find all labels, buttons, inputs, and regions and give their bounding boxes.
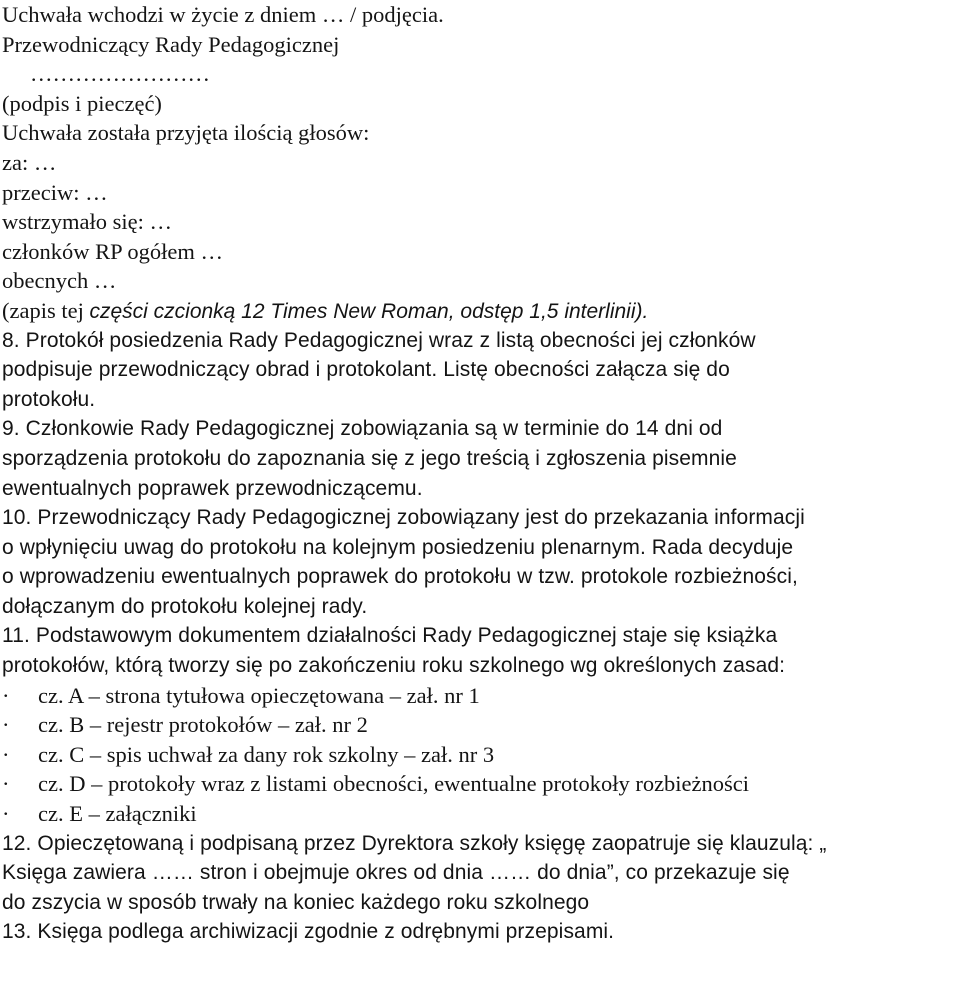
bullet-dot: · xyxy=(2,712,10,738)
document-page xyxy=(2,0,958,947)
signature-placeholder: …………………… xyxy=(30,61,210,87)
list-item xyxy=(2,769,958,799)
point-10-line: dołączanym do protokołu kolejnej rady. xyxy=(2,594,368,618)
list-item-text: cz. C – spis uchwał za dany rok szkolny – zał. nr 3 xyxy=(38,741,495,767)
point-12-line: Księga zawiera …… stron i obejmuje okres od dnia …… do dnia”, co przekazuje się xyxy=(2,861,790,885)
point-8-line: 8. Protokół posiedzenia Rady Pedagogicznej wraz z listą obecności jej członków xyxy=(2,328,756,352)
bullet-dot: · xyxy=(2,771,10,797)
point-11 xyxy=(2,621,958,680)
vote-against: przeciw: … xyxy=(2,179,108,205)
members-present: obecnych … xyxy=(2,268,117,294)
point-9 xyxy=(2,414,958,503)
votes-heading: Uchwała została przyjęta ilością głosów: xyxy=(2,120,370,146)
list-item xyxy=(2,740,958,770)
formatting-note-prefix: (zapis tej xyxy=(2,297,90,323)
point-8-line: protokołu. xyxy=(2,387,96,411)
point-9-line: ewentualnych poprawek przewodniczącemu. xyxy=(2,476,423,500)
list-item-text: cz. A – strona tytułowa opieczętowana – zał. nr 1 xyxy=(38,682,480,708)
list-item xyxy=(2,799,958,829)
point-10-line: o wpłynięciu uwag do protokołu na kolejnym posiedzeniu plenarnym. Rada decyduje xyxy=(2,535,794,559)
point-8 xyxy=(2,326,958,415)
vote-for: za: … xyxy=(2,149,57,175)
chair-title: Przewodniczący Rady Pedagogicznej xyxy=(2,31,340,57)
point-12-line: 12. Opieczętowaną i podpisaną przez Dyrektora szkoły księgę zaopatruje się klauzulą: „ xyxy=(2,831,827,855)
list-item xyxy=(2,710,958,740)
point-9-line: sporządzenia protokołu do zapoznania się z jego treścią i zgłoszenia pisemnie xyxy=(2,446,737,470)
point-11-line: 11. Podstawowym dokumentem działalności Rady Pedagogicznej staje się książka xyxy=(2,624,778,648)
point-13-line: 13. Księga podlega archiwizacji zgodnie z odrębnymi przepisami. xyxy=(2,920,615,944)
point-13 xyxy=(2,917,958,947)
effective-date-line: Uchwała wchodzi w życie z dniem … / podjęcia. xyxy=(2,2,444,27)
members-total: członków RP ogółem … xyxy=(2,238,224,264)
bullet-dot: · xyxy=(2,741,10,767)
list-item-text: cz. E – załączniki xyxy=(38,801,197,827)
point-10 xyxy=(2,503,958,621)
point-10-line: o wprowadzeniu ewentualnych poprawek do protokołu w tzw. protokole rozbieżności, xyxy=(2,565,798,589)
point-12-line: do zszycia w sposób trwały na koniec każdego roku szkolnego xyxy=(2,890,590,914)
point-10-line: 10. Przewodniczący Rady Pedagogicznej zobowiązany jest do przekazania informacji xyxy=(2,506,805,530)
point-9-line: 9. Członkowie Rady Pedagogicznej zobowiązania są w terminie do 14 dni od xyxy=(2,417,723,441)
list-item-text: cz. B – rejestr protokołów – zał. nr 2 xyxy=(38,712,368,738)
list-item xyxy=(2,681,958,711)
bullet-list xyxy=(2,681,958,829)
formatting-note xyxy=(2,296,958,326)
signature-label: (podpis i pieczęć) xyxy=(2,90,162,116)
point-11-line: protokołów, którą tworzy się po zakończeniu roku szkolnego wg określonych zasad: xyxy=(2,654,786,678)
bullet-dot: · xyxy=(2,801,10,827)
point-8-line: podpisuje przewodniczący obrad i protokolant. Listę obecności załącza się do xyxy=(2,358,730,382)
point-12 xyxy=(2,829,958,918)
bullet-dot: · xyxy=(2,682,10,708)
formatting-note-italic: części czcionką 12 Times New Roman, odstęp 1,5 interlinii). xyxy=(89,299,649,323)
list-item-text: cz. D – protokoły wraz z listami obecności, ewentualne protokoły rozbieżności xyxy=(38,771,750,797)
vote-abstain: wstrzymało się: … xyxy=(2,209,172,235)
